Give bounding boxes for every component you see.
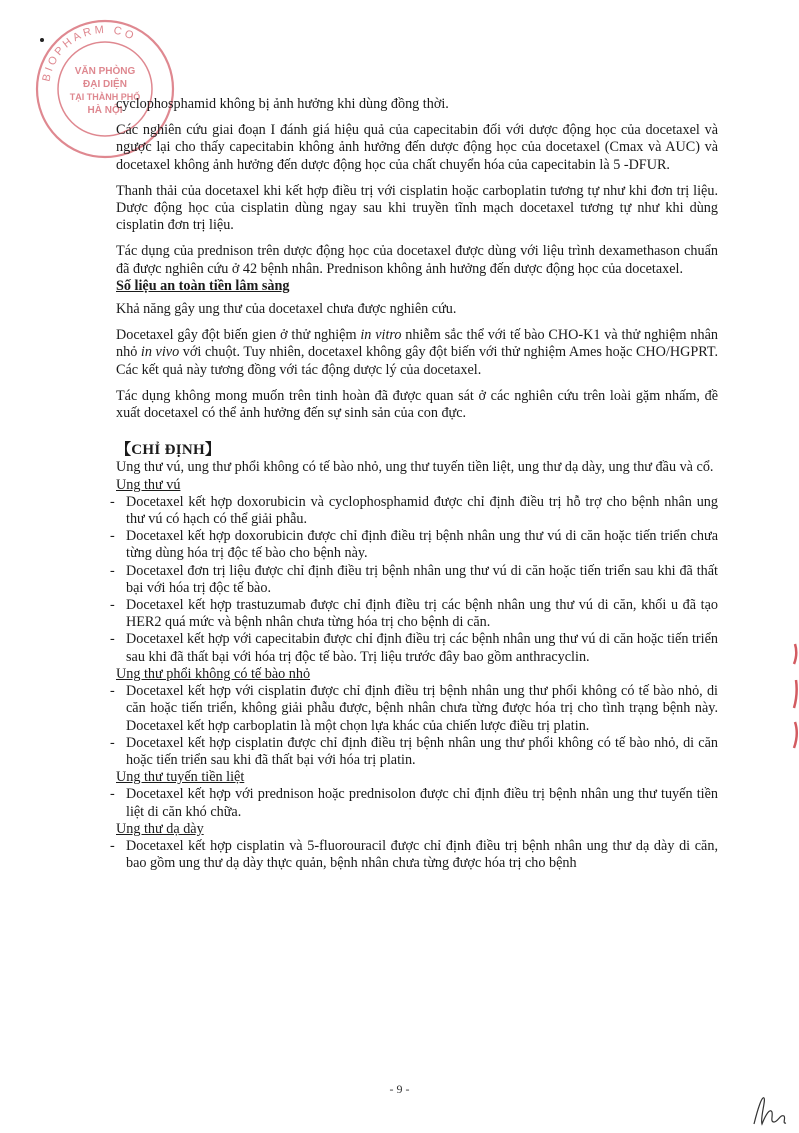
stamp-line-4: HÀ NỘI — [87, 105, 123, 116]
indications-intro: Ung thư vú, ung thư phổi không có tế bào nhỏ, ung thư tuyến tiền liệt, ung thư dạ dày, ung thư đầu và cổ. — [116, 459, 714, 476]
paragraph-3: Thanh thải của docetaxel khi kết hợp điều trị với cisplatin hoặc carboplatin tương tự như khi đơn trị liệu. Dược động học của cisplatin dùng ngay sau khi truyền tĩnh mạch docetaxel tương tự như khi dùng cisplatin đơn trị liệu. — [116, 182, 718, 234]
preclinical-paragraph-1: Khả năng gây ung thư của docetaxel chưa được nghiên cứu. — [116, 301, 457, 318]
lung-cancer-list — [116, 683, 718, 769]
document-body — [116, 96, 718, 872]
stomach-cancer-list — [116, 838, 718, 872]
stomach-cancer-title: Ung thư dạ dày — [116, 820, 204, 837]
signature-initial — [748, 1090, 794, 1130]
lung-cancer-title: Ung thư phổi không có tế bào nhỏ — [116, 665, 311, 682]
list-item: - Docetaxel kết hợp cisplatin được chỉ định điều trị bệnh nhân ung thư phổi không có tế bào nhỏ, di căn hoặc tiến triển sau khi đã thất bại với hóa trị platin. — [116, 735, 718, 769]
breast-cancer-list — [116, 494, 718, 666]
stamp-line-3: TẠI THÀNH PHỐ — [69, 92, 141, 102]
stamp-line-1: VĂN PHÒNG — [74, 66, 136, 77]
paragraph-2: Các nghiên cứu giai đoạn I đánh giá hiệu quả của capecitabin đối với dược động học của docetaxel và ngược lại cho thấy capecitabin không ảnh hưởng đến dược động học của docetaxel (Cmax và AUC) và docetaxel không ảnh hưởng đến dược động học của chất chuyển hóa của capecitabin là 5 -DFUR. — [116, 122, 718, 173]
prostate-cancer-title: Ung thư tuyến tiền liệt — [116, 769, 245, 786]
scan-dot — [40, 38, 44, 42]
paragraph-4: Tác dụng của prednison trên dược động học của docetaxel được dùng với liệu trình dexamethason chuẩn đã được nghiên cứu ở 42 bệnh nhân. Prednison không ảnh hưởng đến dược động học của docetaxel. — [116, 243, 718, 277]
list-item: - Docetaxel kết hợp cisplatin và 5-fluorouracil được chỉ định điều trị bệnh nhân ung thư dạ dày di căn, bao gồm ung thư dạ dày thực quản, bệnh nhân chưa từng được hóa trị cho bệnh — [116, 838, 718, 872]
preclinical-paragraph-3: Tác dụng không mong muốn trên tinh hoàn đã được quan sát ở các nghiên cứu trên loài gặm nhấm, đề xuất docetaxel có thể ảnh hưởng đến sự sinh sản của con đực. — [116, 387, 718, 422]
list-item: - Docetaxel kết hợp với prednison hoặc prednisolon được chỉ định điều trị bệnh nhân ung thư tuyến tiền liệt di căn khó chữa. — [116, 786, 718, 820]
preclinical-paragraph-2: Docetaxel gây đột biến gien ở thử nghiệm in vitro nhiễm sắc thể với tế bào CHO-K1 và thử nghiệm nhân nhỏ in vivo với chuột. Tuy nhiên, docetaxel không gây đột biến với thử nghiệm Ames hoặc CHO/HGPRT. Các kết quả này tương đồng với tác động dược lý của docetaxel. — [116, 327, 718, 378]
stamp-ring-text: BIOPHARM CO — [40, 23, 139, 83]
list-item: - Docetaxel đơn trị liệu được chỉ định điều trị bệnh nhân ung thư vú di căn hoặc tiến triển sau khi đã thất bại với hóa trị độc tế bào. — [116, 563, 718, 597]
list-item: - Docetaxel kết hợp trastuzumab được chỉ định điều trị các bệnh nhân ung thư vú di căn, khối u đã tạo HER2 quá mức và bệnh nhân chưa từng hóa trị cho bệnh di căn. — [116, 597, 718, 631]
list-item: - Docetaxel kết hợp doxorubicin được chỉ định điều trị bệnh nhân ung thư vú di căn hoặc tiến triển chưa từng dùng hóa trị độc tế bào cho bệnh này. — [116, 528, 718, 562]
edge-stamp-mark — [783, 640, 799, 760]
paragraph-1: cyclophosphamid không bị ảnh hưởng khi dùng đồng thời. — [116, 96, 449, 112]
list-item: - Docetaxel kết hợp với cisplatin được chỉ định điều trị bệnh nhân ung thư phổi không có tế bào nhỏ, di căn hoặc tiến triển, không giải phẫu được, bệnh nhân chưa từng được hóa trị cho tình trạng bệnh này. Docetaxel kết hợp carboplatin là một chọn lựa khác của chiến lược điều trị platin. — [116, 683, 718, 735]
list-item: - Docetaxel kết hợp với capecitabin được chỉ định điều trị các bệnh nhân ung thư vú di căn hoặc tiến triển sau khi đã thất bại với hóa trị độc tế bào. Trị liệu trước đây bao gồm anthracyclin. — [116, 631, 718, 665]
breast-cancer-title: Ung thư vú — [116, 476, 181, 493]
preclinical-title: Số liệu an toàn tiền lâm sàng — [116, 277, 290, 294]
list-item: - Docetaxel kết hợp doxorubicin và cyclophosphamid được chỉ định điều trị hỗ trợ cho bệnh nhân ung thư vú có hạch có thể giải phẫu. — [116, 494, 718, 528]
stamp-line-2: ĐẠI DIỆN — [83, 79, 127, 90]
prostate-cancer-list — [116, 786, 718, 820]
page-number: - 9 - — [389, 1082, 410, 1096]
indications-heading: 【CHỈ ĐỊNH】 — [116, 442, 221, 459]
